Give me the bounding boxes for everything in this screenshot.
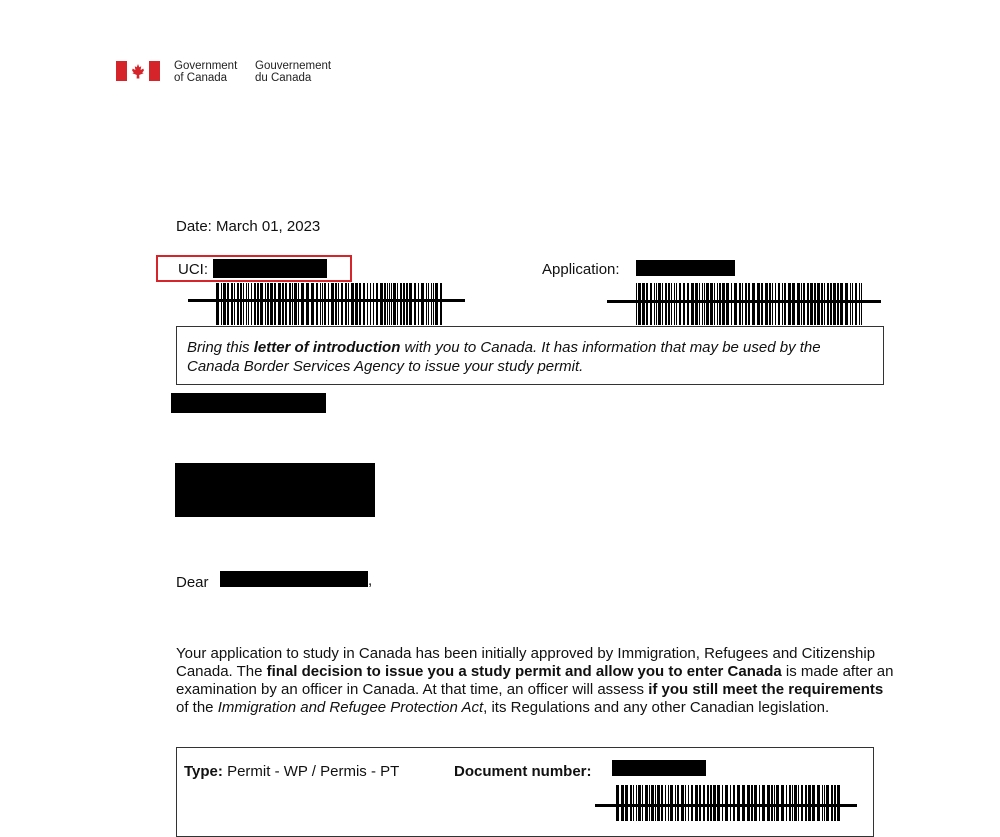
barcode-bar (710, 785, 712, 821)
barcode-bar (747, 785, 750, 821)
barcode-bar (421, 283, 424, 325)
barcode-bar (306, 283, 309, 325)
barcode-bar (384, 283, 386, 325)
barcode-bar (778, 283, 780, 325)
barcode-bar (733, 785, 735, 821)
barcode-bar (435, 283, 438, 325)
document-barcode-line (595, 804, 857, 807)
barcode-bar (227, 283, 229, 325)
document-barcode (616, 785, 842, 821)
barcode-bar (393, 283, 396, 325)
application-label: Application: (542, 261, 620, 278)
barcode-bar (270, 283, 273, 325)
type-value: Permit - WP / Permis - PT (227, 763, 400, 780)
barcode-bar (260, 283, 263, 325)
barcode-bar (328, 283, 329, 325)
barcode-bar (681, 785, 684, 821)
barcode-bar (403, 283, 405, 325)
barcode-bar (234, 283, 235, 325)
barcode-bar (440, 283, 442, 325)
barcode-bar (387, 283, 388, 325)
barcode-bar (691, 785, 693, 821)
uci-highlight-box (156, 255, 352, 282)
barcode-bar (414, 283, 416, 325)
barcode-bar (621, 785, 624, 821)
barcode-bar (335, 283, 337, 325)
document-number-redaction (612, 760, 706, 776)
barcode-bar (861, 283, 862, 325)
barcode-bar (254, 283, 256, 325)
barcode-bar (338, 283, 339, 325)
approval-paragraph: Your application to study in Canada has been initially approved by Immigration, Refugees and Citizenship Canada. The final decision to issue you a study permit and allow you to enter Canada is made after an examination by an officer in Canada. At that time, an officer will assess if you still meet the requirements of the Immigration and Refugee Protection Act, its Regulations and any other Canadian legislation. (176, 645, 894, 716)
barcode-bar (665, 283, 667, 325)
barcode-bar (788, 283, 791, 325)
barcode-bar (761, 283, 763, 325)
date-label: Date: (176, 218, 212, 235)
barcode-bar (656, 283, 657, 325)
barcode-bar (707, 785, 709, 821)
barcode-bar (324, 283, 326, 325)
barcode-bar (702, 283, 703, 325)
barcode-bar (688, 785, 689, 821)
barcode-bar (665, 785, 666, 821)
barcode-bar (409, 283, 412, 325)
salutation-comma: , (368, 572, 373, 589)
barcode-bar (316, 283, 318, 325)
barcode-bar (391, 283, 392, 325)
barcode-bar (243, 283, 244, 325)
barcode-bar (699, 283, 700, 325)
barcode-bar (221, 283, 222, 325)
barcode-bar (661, 785, 663, 821)
barcode-bar (837, 785, 840, 821)
barcode-bar (748, 283, 750, 325)
barcode-bar (348, 283, 349, 325)
permit-type-line (184, 763, 399, 780)
barcode-bar (298, 283, 299, 325)
barcode-bar (782, 283, 783, 325)
barcode-bar (859, 283, 860, 325)
barcode-bar (650, 283, 652, 325)
barcode-bar (794, 785, 797, 821)
barcode-bar (762, 785, 765, 821)
barcode-bar (675, 785, 676, 821)
barcode-bar (216, 283, 219, 325)
barcode-bar (373, 283, 374, 325)
barcode-bar (389, 283, 390, 325)
barcode-bar (636, 283, 637, 325)
barcode-bar (805, 785, 807, 821)
barcode-bar (786, 785, 787, 821)
barcode-bar (821, 283, 823, 325)
barcode-bar (824, 283, 825, 325)
government-of-canada-wordmark-fr: Gouvernement du Canada (255, 60, 332, 84)
barcode-bar (265, 283, 266, 325)
barcode-bar (710, 283, 713, 325)
barcode-bar (278, 283, 281, 325)
barcode-bar (774, 785, 775, 821)
type-label: Type: (184, 763, 223, 780)
barcode-bar (837, 283, 839, 325)
barcode-bar (781, 785, 784, 821)
barcode-bar (654, 283, 655, 325)
barcode-bar (808, 785, 811, 821)
address-redaction (175, 463, 375, 517)
barcode-bar (699, 785, 701, 821)
barcode-bar (428, 283, 429, 325)
barcode-bar (282, 283, 284, 325)
barcode-bar (737, 785, 740, 821)
document-number-label: Document number: (454, 763, 592, 780)
barcode-bar (616, 785, 619, 821)
barcode-bar (771, 785, 773, 821)
barcode-bar (717, 283, 718, 325)
barcode-bar (801, 283, 802, 325)
barcode-bar (807, 283, 809, 325)
barcode-bar (322, 283, 323, 325)
name-redaction (171, 393, 326, 413)
barcode-bar (285, 283, 287, 325)
barcode-bar (834, 785, 836, 821)
barcode-bar (817, 283, 820, 325)
barcode-bar (400, 283, 402, 325)
barcode-bar (642, 785, 643, 821)
barcode-bar (406, 283, 408, 325)
barcode-bar (668, 283, 670, 325)
barcode-bar (706, 283, 709, 325)
barcode-bar (714, 283, 715, 325)
uci-label: UCI: (178, 261, 208, 278)
date-value: March 01, 2023 (216, 218, 321, 235)
barcode-bar (380, 283, 383, 325)
barcode-bar (638, 785, 641, 821)
salutation-name-redaction (220, 571, 368, 587)
introduction-notice-box: Bring this letter of introduction with you to Canada. It has information that may be used by the Canada Border Services Agency to issue your study permit. (176, 326, 884, 385)
barcode-bar (649, 785, 650, 821)
barcode-bar (355, 283, 358, 325)
barcode-bar (642, 283, 645, 325)
barcode-bar (638, 283, 641, 325)
barcode-bar (742, 283, 743, 325)
barcode-bar (784, 283, 786, 325)
barcode-bar (704, 283, 705, 325)
date-line (176, 218, 320, 235)
barcode-bar (850, 283, 851, 325)
barcode-bar (646, 283, 648, 325)
barcode-bar (655, 785, 656, 821)
barcode-bar (726, 283, 729, 325)
barcode-bar (668, 785, 669, 821)
barcode-bar (633, 785, 634, 821)
barcode-bar (751, 785, 753, 821)
barcode-bar (776, 785, 779, 821)
barcode-bar (683, 283, 685, 325)
barcode-bar (351, 283, 354, 325)
barcode-bar (426, 283, 427, 325)
barcode-bar (734, 283, 737, 325)
barcode-bar (730, 785, 731, 821)
barcode-bar (845, 283, 848, 325)
barcode-bar (824, 785, 825, 821)
barcode-bar (301, 283, 304, 325)
barcode-bar (248, 283, 249, 325)
barcode-bar (803, 283, 805, 325)
barcode-bar (677, 785, 679, 821)
barcode-bar (687, 283, 689, 325)
barcode-bar (246, 283, 247, 325)
barcode-bar (719, 283, 721, 325)
barcode-bar (801, 785, 803, 821)
barcode-bar (792, 283, 795, 325)
barcode-bar (797, 283, 800, 325)
barcode-bar (674, 283, 675, 325)
barcode-bar (765, 283, 768, 325)
salutation-label: Dear (176, 574, 209, 591)
barcode-bar (625, 785, 628, 821)
application-redaction (636, 260, 735, 276)
barcode-bar (792, 785, 793, 821)
barcode-bar (739, 283, 741, 325)
barcode-bar (742, 785, 745, 821)
barcode-bar (433, 283, 434, 325)
barcode-bar (257, 283, 259, 325)
barcode-bar (294, 283, 297, 325)
barcode-bar (341, 283, 343, 325)
barcode-bar (717, 785, 720, 821)
barcode-bar (725, 785, 728, 821)
barcode-bar (670, 785, 673, 821)
barcode-bar (223, 283, 226, 325)
barcode-bar (320, 283, 321, 325)
barcode-bar (367, 283, 368, 325)
barcode-bar (431, 283, 432, 325)
barcode-bar (231, 283, 233, 325)
barcode-bar (658, 283, 661, 325)
barcode-bar (370, 283, 371, 325)
barcode-bar (418, 283, 419, 325)
barcode-bar (757, 283, 760, 325)
barcode-bar (671, 283, 672, 325)
barcode-bar (311, 283, 314, 325)
barcode-bar (826, 785, 829, 821)
barcode-bar (363, 283, 365, 325)
barcode-bar (814, 283, 816, 325)
barcode-bar (769, 283, 771, 325)
barcode-bar (695, 283, 698, 325)
barcode-bar (840, 283, 843, 325)
barcode-bar (775, 283, 776, 325)
barcode-bar (817, 785, 820, 821)
barcode-bar (855, 283, 857, 325)
barcode-bar (822, 785, 823, 821)
barcode-bar (240, 283, 242, 325)
barcode-bar (376, 283, 378, 325)
barcode-bar (679, 283, 681, 325)
barcode-bar (827, 283, 829, 325)
barcode-bar (345, 283, 347, 325)
barcode-bar (833, 283, 836, 325)
barcode-bar (752, 283, 755, 325)
barcode-bar (789, 785, 791, 821)
barcode-bar (651, 785, 654, 821)
uci-barcode-line (188, 299, 465, 302)
barcode-bar (722, 785, 723, 821)
barcode-bar (767, 785, 770, 821)
barcode-bar (289, 283, 291, 325)
barcode-bar (731, 283, 732, 325)
barcode-bar (685, 785, 686, 821)
barcode-bar (397, 283, 398, 325)
barcode-bar (830, 283, 832, 325)
barcode-bar (759, 785, 760, 821)
government-of-canada-wordmark-en: Government of Canada (174, 60, 238, 84)
barcode-bar (662, 283, 663, 325)
barcode-bar (636, 785, 637, 821)
barcode-bar (713, 785, 716, 821)
uci-barcode (216, 283, 442, 325)
canada-flag-icon (116, 61, 160, 81)
barcode-bar (359, 283, 361, 325)
barcode-bar (831, 785, 833, 821)
barcode-bar (703, 785, 705, 821)
barcode-bar (798, 785, 799, 821)
barcode-bar (657, 785, 660, 821)
barcode-bar (267, 283, 269, 325)
barcode-bar (772, 283, 773, 325)
barcode-bar (237, 283, 239, 325)
barcode-bar (695, 785, 698, 821)
barcode-bar (852, 283, 853, 325)
barcode-bar (274, 283, 276, 325)
barcode-bar (292, 283, 293, 325)
barcode-bar (812, 785, 815, 821)
barcode-bar (251, 283, 252, 325)
barcode-bar (691, 283, 694, 325)
barcode-bar (722, 283, 725, 325)
barcode-bar (745, 283, 747, 325)
barcode-bar (645, 785, 648, 821)
barcode-bar (754, 785, 757, 821)
barcode-bar (676, 283, 677, 325)
application-barcode-line (607, 300, 881, 303)
barcode-bar (810, 283, 813, 325)
barcode-bar (630, 785, 632, 821)
application-barcode (636, 283, 862, 325)
barcode-bar (331, 283, 334, 325)
